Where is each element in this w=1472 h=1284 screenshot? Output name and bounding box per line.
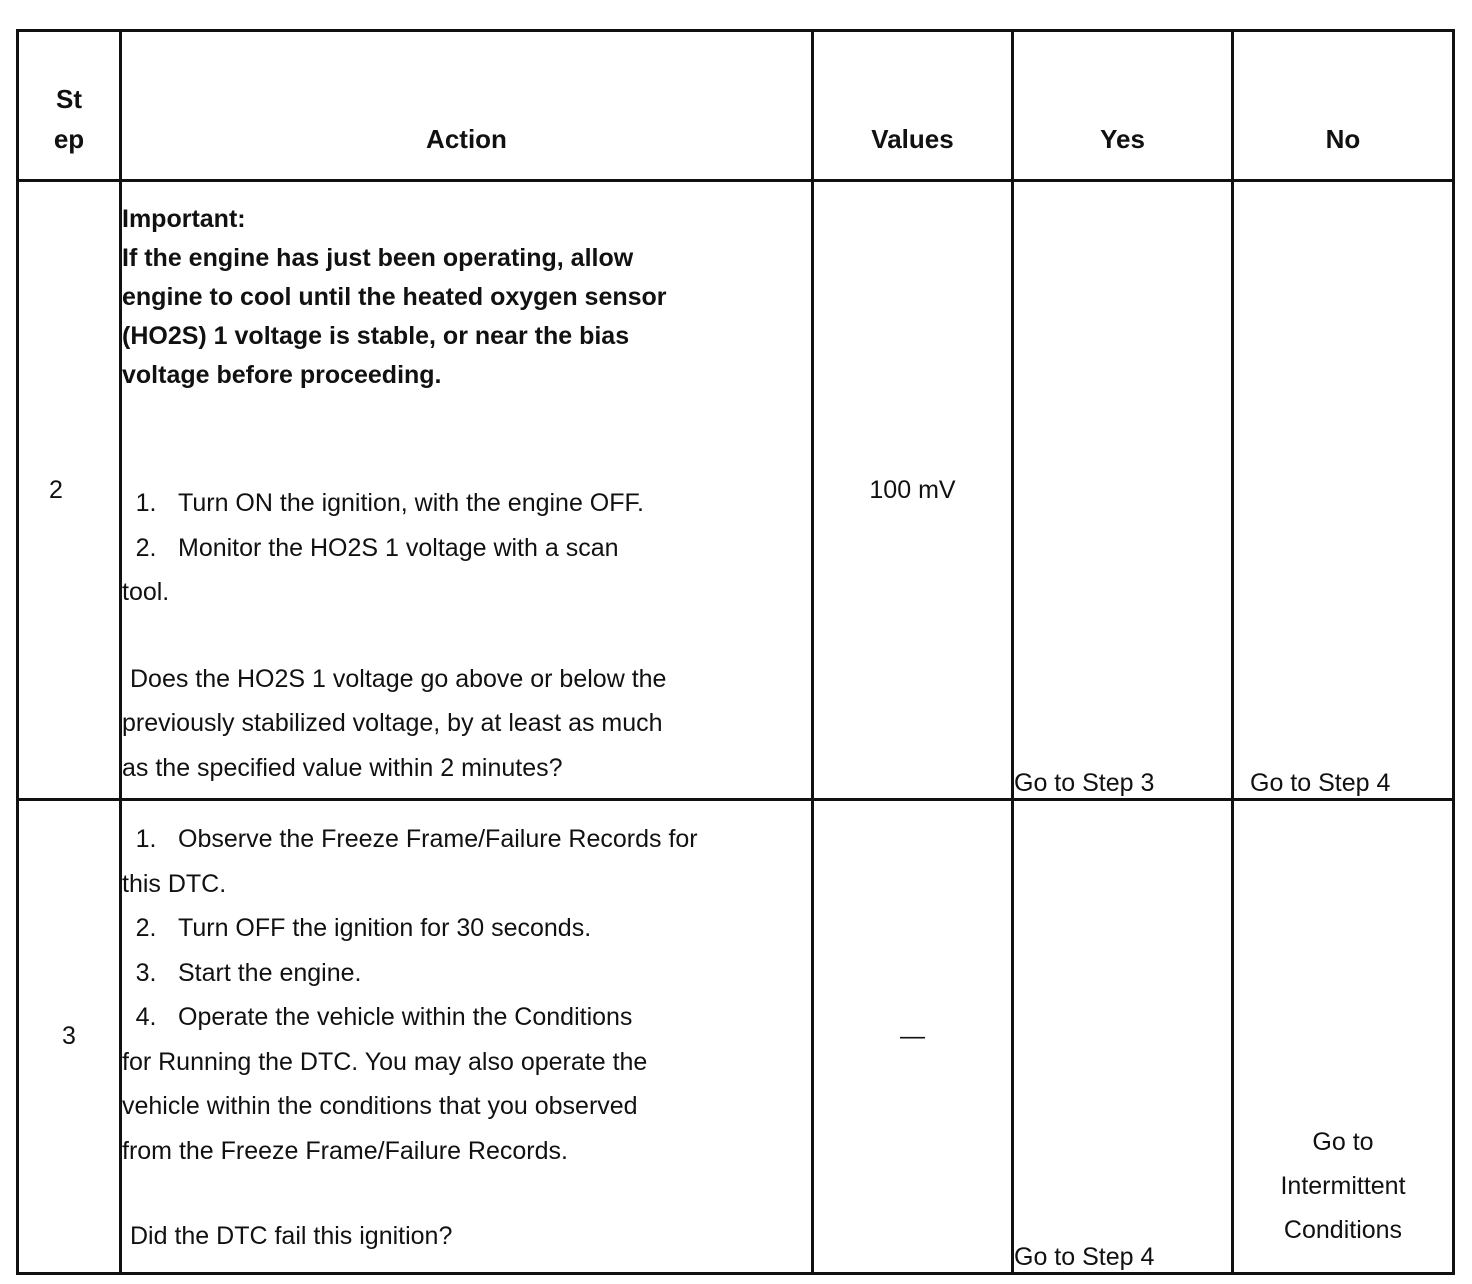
- important-line: If the engine has just been operating, allow: [122, 244, 634, 272]
- step-number: 3: [18, 800, 121, 1274]
- list-item-continuation: this DTC.: [122, 869, 227, 898]
- value-cell: —: [813, 800, 1013, 1274]
- important-line: (HO2S) 1 voltage is stable, or near the bias: [122, 322, 630, 350]
- list-item: [122, 906, 811, 951]
- header-step: [18, 31, 121, 181]
- list-item: [122, 817, 811, 862]
- list-item-text: Start the engine.: [178, 958, 362, 987]
- list-item-number: 4.: [135, 1003, 157, 1031]
- important-note: [122, 182, 811, 395]
- question-line: Does the HO2S 1 voltage go above or below the: [130, 664, 667, 693]
- list-item-continuation: vehicle within the conditions that you observed: [122, 1092, 638, 1120]
- header-yes: Yes: [1013, 31, 1233, 181]
- no-cell-line: Conditions: [1283, 1216, 1403, 1244]
- step-number: 2: [18, 181, 121, 800]
- list-item-continuation: from the Freeze Frame/Failure Records.: [122, 1136, 568, 1165]
- action-cell: [121, 181, 813, 800]
- list-item-number: 2.: [135, 914, 157, 942]
- header-step-line1: St: [56, 84, 82, 114]
- no-cell-line: Intermittent: [1280, 1172, 1406, 1200]
- list-item: [122, 526, 811, 571]
- table-row-step-2: [18, 181, 1454, 800]
- action-cell: [121, 800, 813, 1274]
- important-title: Important:: [122, 205, 246, 233]
- important-line: voltage before proceeding.: [122, 361, 442, 389]
- no-cell: [1233, 800, 1454, 1274]
- header-action: Action: [121, 31, 813, 181]
- list-item-text: Monitor the HO2S 1 voltage with a scan: [178, 533, 619, 562]
- yes-cell: Go to Step 3: [1013, 181, 1233, 800]
- value-cell: 100 mV: [813, 181, 1013, 800]
- list-item-continuation: tool.: [122, 578, 170, 606]
- list-item-continuation: for Running the DTC. You may also operate the: [122, 1047, 648, 1076]
- header-values: Values: [813, 31, 1013, 181]
- diagnostic-table: [16, 29, 1455, 1275]
- list-item-number: 2.: [135, 533, 157, 562]
- list-item-text: Turn OFF the ignition for 30 seconds.: [178, 914, 592, 942]
- list-item-number: 1.: [135, 825, 157, 853]
- question-line: Did the DTC fail this ignition?: [130, 1222, 453, 1250]
- list-item: [122, 951, 811, 996]
- question-line: as the specified value within 2 minutes?: [122, 753, 563, 782]
- list-item-number: 3.: [135, 958, 157, 987]
- list-item-text: Observe the Freeze Frame/Failure Records for: [178, 825, 698, 853]
- header-step-line2: ep: [53, 124, 85, 154]
- header-no: No: [1233, 31, 1454, 181]
- no-cell-line: Go to: [1312, 1128, 1374, 1156]
- important-line: engine to cool until the heated oxygen sensor: [122, 283, 667, 311]
- list-item-text: Turn ON the ignition, with the engine OFF.: [178, 489, 644, 517]
- no-cell: Go to Step 4: [1233, 181, 1454, 800]
- yes-cell: Go to Step 4: [1013, 800, 1233, 1274]
- header-row: [18, 31, 1454, 181]
- table-row-step-3: [18, 800, 1454, 1274]
- list-item-text: Operate the vehicle within the Conditions: [178, 1003, 633, 1031]
- list-item: [122, 995, 811, 1040]
- list-item: [122, 481, 811, 526]
- question-line: previously stabilized voltage, by at least as much: [122, 709, 663, 737]
- list-item-number: 1.: [135, 489, 157, 517]
